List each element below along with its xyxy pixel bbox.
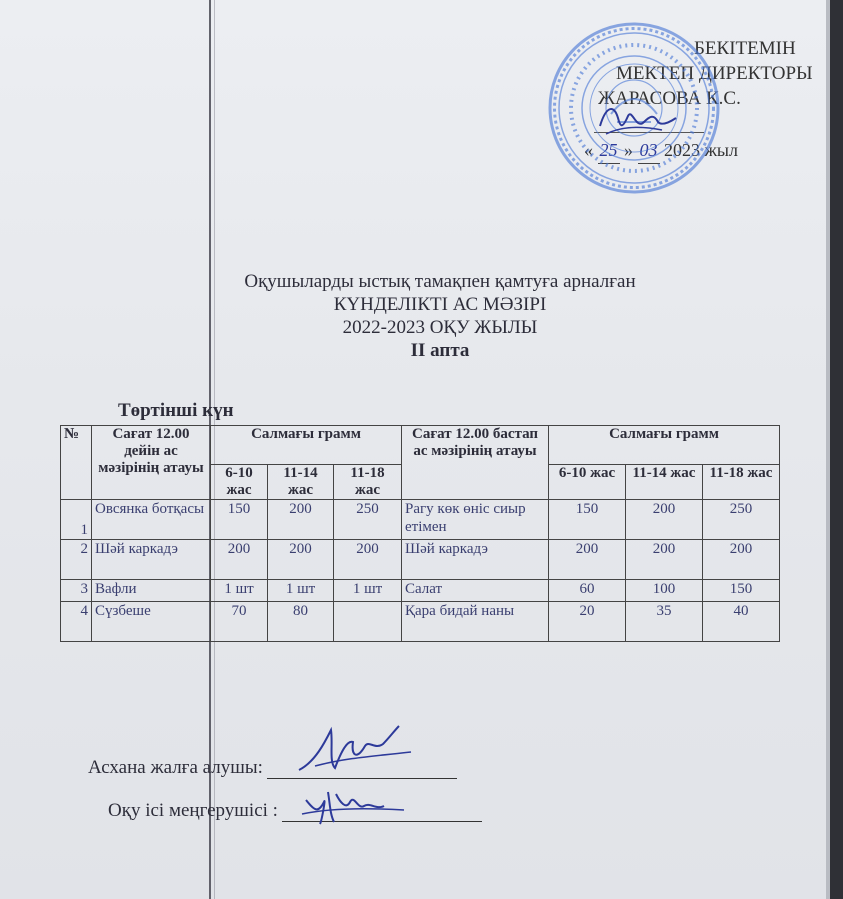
dish-before: Шәй каркадэ (92, 540, 211, 580)
dish-before: Вафли (92, 580, 211, 602)
weight-cell: 20 (549, 602, 626, 642)
date-close-quote: » (624, 140, 633, 160)
row-no: 1 (61, 500, 92, 540)
dish-after: Рагу көк өніс сиыр етімен (402, 500, 549, 540)
weight-cell: 200 (334, 540, 402, 580)
col-age-11-18-b: 11-18 жас (703, 465, 780, 500)
table-row (61, 580, 780, 602)
row-no: 3 (61, 580, 92, 602)
col-weight-1: Салмағы грамм (211, 426, 402, 465)
weight-cell: 80 (268, 602, 334, 642)
dish-before: Сүзбеше (92, 602, 211, 642)
col-no: № (61, 426, 92, 500)
row-no: 4 (61, 602, 92, 642)
col-age-11-14-b: 11-14 жас (626, 465, 703, 500)
weight-cell: 200 (268, 540, 334, 580)
weight-cell: 60 (549, 580, 626, 602)
dish-before: Овсянка ботқасы (92, 500, 211, 540)
dish-after: Шәй каркадэ (402, 540, 549, 580)
background-edge (830, 0, 843, 899)
weight-cell: 70 (211, 602, 268, 642)
weight-cell: 150 (211, 500, 268, 540)
canteen-signature-icon (295, 722, 415, 780)
table-row (61, 602, 780, 642)
weight-cell: 200 (268, 500, 334, 540)
weight-cell: 250 (703, 500, 780, 540)
col-age-6-10-b: 6-10 жас (549, 465, 626, 500)
menu-table (60, 425, 780, 642)
dish-after: Қара бидай наны (402, 602, 549, 642)
row-no: 2 (61, 540, 92, 580)
weight-cell: 1 шт (334, 580, 402, 602)
weight-cell: 150 (549, 500, 626, 540)
weight-cell: 250 (334, 500, 402, 540)
study-signature-label: Оқу ісі меңгерушісі : (108, 800, 278, 821)
weight-cell: 200 (626, 540, 703, 580)
weight-cell: 1 шт (211, 580, 268, 602)
col-age-11-18-a: 11-18 жас (334, 465, 402, 500)
weight-cell: 200 (549, 540, 626, 580)
dish-after: Салат (402, 580, 549, 602)
document-header (150, 270, 730, 362)
weight-cell: 200 (626, 500, 703, 540)
approval-title: БЕКІТЕМІН (694, 38, 796, 59)
col-before-noon: Сағат 12.00 дейін ас мәзірінің атауы (92, 426, 211, 500)
weight-cell: 200 (211, 540, 268, 580)
table-header-row (61, 426, 780, 465)
col-age-11-14-a: 11-14 жас (268, 465, 334, 500)
approval-position: МЕКТЕП ДИРЕКТОРЫ (616, 63, 813, 84)
header-line-3: 2022-2023 ОҚУ ЖЫЛЫ (342, 317, 538, 338)
header-line-1: Оқушыларды ыстық тамақпен қамтуға арналған (244, 271, 636, 292)
study-signature-icon (300, 780, 410, 830)
weight-cell: 100 (626, 580, 703, 602)
header-week: II апта (410, 340, 470, 361)
director-signature-icon (592, 96, 682, 146)
date-day: 25 (598, 138, 620, 164)
date-open-quote: « (584, 140, 593, 160)
col-after-noon: Сағат 12.00 бастап ас мәзірінің атауы (402, 426, 549, 500)
canteen-signature-label: Асхана жалға алушы: (88, 757, 263, 778)
date-year: 2023 жыл (664, 140, 739, 160)
header-line-2: КҮНДЕЛІКТІ АС МӘЗІРІ (333, 294, 547, 315)
weight-cell: 150 (703, 580, 780, 602)
approval-name: ЖАРАСОВА К.С. (598, 88, 741, 109)
weight-cell: 200 (703, 540, 780, 580)
weight-cell: 40 (703, 602, 780, 642)
table-row (61, 540, 780, 580)
date-month: 03 (638, 138, 660, 164)
table-row (61, 500, 780, 540)
col-weight-2: Салмағы грамм (549, 426, 780, 465)
weight-cell: 1 шт (268, 580, 334, 602)
study-signature-row (108, 800, 482, 822)
weight-cell (334, 602, 402, 642)
day-label: Төртінші күн (118, 400, 234, 421)
weight-cell: 35 (626, 602, 703, 642)
col-age-6-10-a: 6-10 жас (211, 465, 268, 500)
